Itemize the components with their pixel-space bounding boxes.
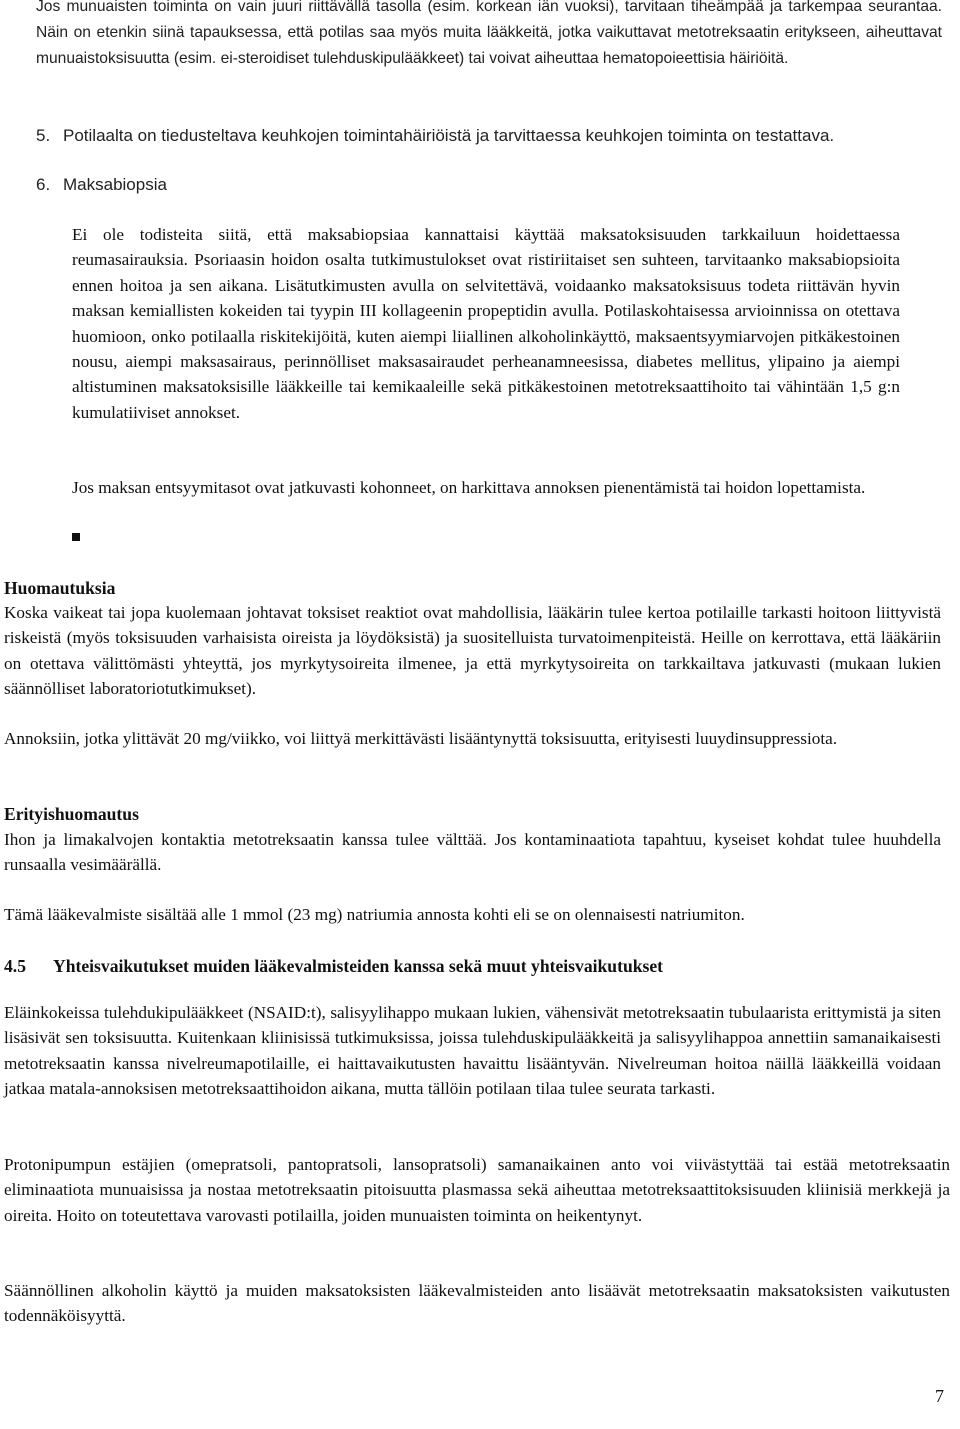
section-title: Yhteisvaikutukset muiden lääkevalmisteiden kanssa sekä muut yhteisvaikutukset bbox=[53, 956, 664, 976]
maksan-entsyymi-paragraph: Jos maksan entsyymitasot ovat jatkuvasti kohonneet, on harkittava annoksen pienentämistä tai hoidon lopettamista. bbox=[72, 478, 866, 497]
section-number: 4.5 bbox=[4, 956, 26, 976]
list-item-number: 5. bbox=[36, 126, 51, 145]
maksabiopsia-paragraph: Ei ole todisteita siitä, että maksabiopsiaa kannattaisi käyttää maksatoksisuuden tarkkailuun hoidettaessa reumasairauksia. Psoriaasin hoidon osalta tutkimustulokset ovat ristiriitaiset sen suhteen, tarvitaanko maksabiopsioita ennen hoitoa ja sen aikana. Lisätutkimusten avulla on selvitettävä, voidaanko maksatoksisuus todeta riittävän hyvin maksan kemiallisten kokeiden tai tyypin III kollageenin propeptidin avulla. Potilaskohtaisessa arvioinnissa on otettava huomioon, onko potilaalla riskitekijöitä, kuten aiempi liiallinen alkoholinkäyttö, maksaentsyymiarvojen pitkäkestoinen nousu, aiempi maksasairaus, perinnölliset maksasairaudet perheanamneesissa, diabetes mellitus, ylipaino ja aiempi altistuminen maksatoksisille lääkkeille tai kemikaaleille sekä pitkäkestoinen metotreksaattihoito tai vähintään 1,5 g:n kumulatiiviset annokset. bbox=[72, 225, 900, 422]
list-item-5 bbox=[36, 123, 942, 148]
intro-paragraph: Jos munuaisten toiminta on vain juuri riittävällä tasolla (esim. korkean iän vuoksi), tarvitaan tiheämpää ja tarkempaa seurantaa. Näin on etenkin siinä tapauksessa, että potilas saa myös muita lääkkeitä, jotka vaikuttavat metotreksaatin eritykseen, aiheuttavat munuaistoksisuutta (esim. ei-steroidiset tulehduskipulääkkeet) tai voivat aiheuttaa hematopoieettisia häiriöitä. bbox=[36, 0, 942, 67]
list-item-number: 6. bbox=[36, 175, 51, 194]
natrium-paragraph: Tämä lääkevalmiste sisältää alle 1 mmol (23 mg) natriumia annosta kohti eli se on olennaisesti natriumiton. bbox=[4, 905, 745, 924]
erityishuomautus-paragraph: Ihon ja limakalvojen kontaktia metotreksaatin kanssa tulee välttää. Jos kontaminaatiota tapahtuu, kyseiset kohdat tulee huuhdella runsaalla vesimäärällä. bbox=[4, 830, 941, 875]
huomautuksia-heading: Huomautuksia bbox=[4, 578, 116, 598]
alkoholi-paragraph: Säännöllinen alkoholin käyttö ja muiden maksatoksisten lääkevalmisteiden anto lisäävät metotreksaatin maksatoksisten vaikutusten todennäköisyyttä. bbox=[4, 1281, 950, 1326]
annoksiin-paragraph: Annoksiin, jotka ylittävät 20 mg/viikko, voi liittyä merkittävästi lisääntynyttä toksisuutta, erityisesti luuydinsuppressiota. bbox=[4, 729, 838, 748]
page-number: 7 bbox=[935, 1386, 944, 1406]
huomautuksia-paragraph: Koska vaikeat tai jopa kuolemaan johtavat toksiset reaktiot ovat mahdollisia, lääkärin tulee kertoa potilaille tarkasti hoitoon liittyvistä riskeistä (myös toksisuuden varhaisista oireista ja löydöksistä) ja suositelluista turvatoimenpiteistä. Heille on kerrottava, että lääkäriin on otettava välittömästi yhteyttä, jos myrkytysoireita ilmenee, ja että myrkytysoireita on tarkkailtava jatkuvasti (mukaan lukien säännölliset laboratoriotutkimukset). bbox=[4, 603, 941, 699]
erityishuomautus-heading: Erityishuomautus bbox=[4, 804, 139, 824]
bullet-marker bbox=[72, 533, 80, 541]
list-item-title: Maksabiopsia bbox=[63, 175, 167, 194]
protonipumppu-paragraph: Protonipumpun estäjien (omepratsoli, pantopratsoli, lansopratsoli) samanaikainen anto voi viivästyttää tai estää metotreksaatin eliminaatiota munuaisissa ja nostaa metotreksaatin pitoisuutta plasmassa sekä aiheuttaa metotreksaattitoksisuuden kliinisiä merkkejä ja oireita. Hoito on toteutettava varovasti potilailla, joiden munuaisten toiminta on heikentynyt. bbox=[4, 1155, 950, 1225]
section-4-5-heading bbox=[4, 954, 944, 979]
list-item-6 bbox=[36, 172, 942, 197]
list-item-text: Potilaalta on tiedusteltava keuhkojen toimintahäiriöistä ja tarvittaessa keuhkojen toiminta on testattava. bbox=[63, 126, 835, 145]
nsaid-paragraph: Eläinkokeissa tulehdukipulääkkeet (NSAID:t), salisyylihappo mukaan lukien, vähensivät metotreksaatin tubulaarista erittymistä ja siten lisäsivät sen toksisuutta. Kuitenkaan kliinisissä tutkimuksissa, joissa tulehduskipulääkkeitä ja salisyylihappoa annettiin samanaikaisesti metotreksaatin kanssa nivelreumapotilaille, ei haittavaikutusten havaittu lisääntyvän. Nivelreuman hoitoa näillä lääkkeillä voidaan jatkaa matala-annoksisen metotreksaattihoidon aikana, mutta tällöin potilaan tilaa tulee seurata tarkasti. bbox=[4, 1003, 941, 1099]
